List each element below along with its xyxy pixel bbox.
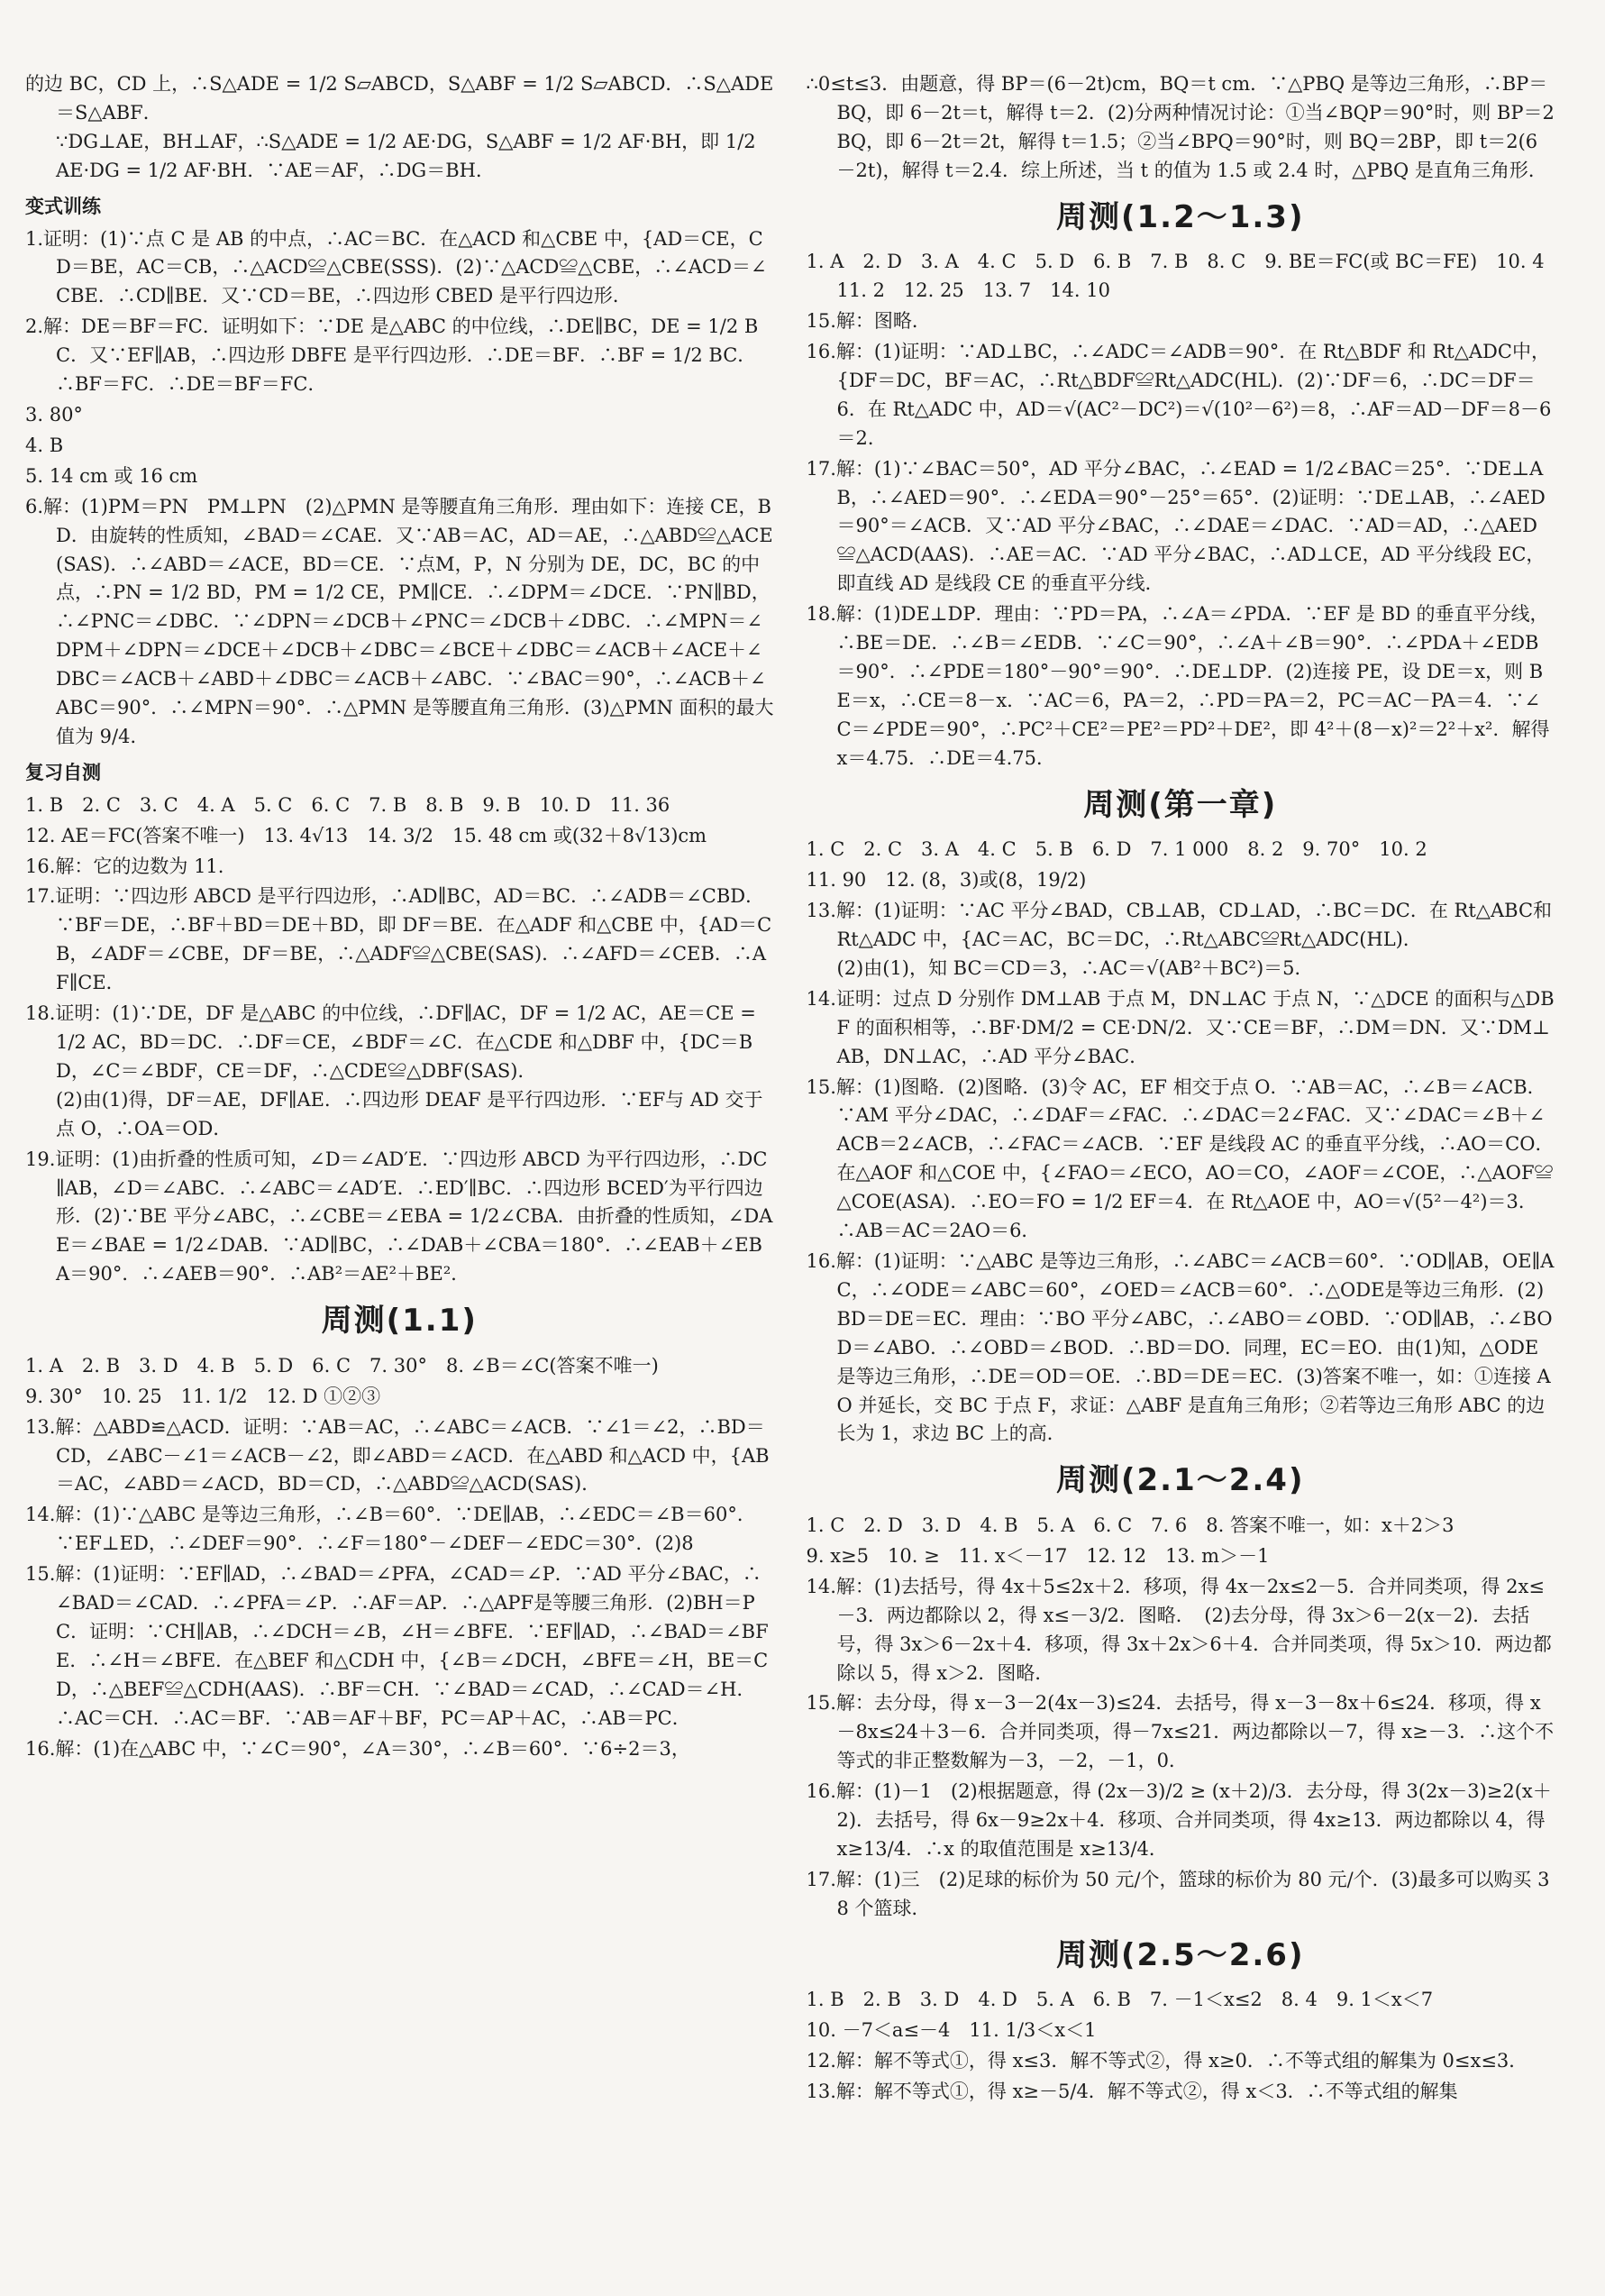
subsection-heading: 变式训练 bbox=[25, 195, 101, 217]
answer-block bbox=[25, 432, 774, 461]
section-title: 周测(2.5～2.6) bbox=[1055, 1936, 1305, 1973]
left-column bbox=[25, 70, 774, 2260]
section-title: 周测(1.2～1.3) bbox=[1055, 198, 1305, 235]
answer-block bbox=[25, 883, 774, 998]
answer-block bbox=[25, 1000, 774, 1144]
answer-line: 15.解：去分母，得 x－3－2(4x－3)≤24．去括号，得 x－3－8x＋6≤24．移项，得 x－8x≤24＋3－6．合并同类项，得－7x≤21．两边都除以－7，得 x≥－3．∴这个不等式的非正整数解为－3，－2，－1，0． bbox=[806, 1692, 1555, 1772]
answer-block bbox=[25, 1383, 774, 1412]
answer-block bbox=[25, 853, 774, 882]
answer-block bbox=[25, 401, 774, 430]
answer-line: 13.解：△ABD≌△ACD．证明：∵AB＝AC，∴∠ABC＝∠ACB．∵∠1＝∠2，∴BD＝CD，∠ABC－∠1＝∠ACB－∠2，即∠ABD＝∠ACD．在△ABD 和△ACD 中，{AB＝AC，∠ABD＝∠ACD，BD＝CD，∴△ABD≌△ACD(SAS)． bbox=[25, 1415, 770, 1496]
answer-line: 4. B bbox=[25, 434, 64, 456]
section-title: 周测(2.1～2.4) bbox=[1055, 1462, 1305, 1499]
answer-block bbox=[807, 70, 1555, 186]
answer-block bbox=[807, 2017, 1555, 2045]
answer-line: 16.解：(1)在△ABC 中，∵∠C＝90°，∠A＝30°，∴∠B＝60°．∵6÷2＝3， bbox=[25, 1737, 690, 1760]
answer-block bbox=[25, 1735, 774, 1764]
answer-line: 1. B 2. C 3. C 4. A 5. C 6. C 7. B 8. B 9. B 10. D 11. 36 bbox=[25, 793, 670, 816]
answer-line: 17.解：(1)三 (2)足球的标价为 50 元/个，篮球的标价为 80 元/个．(3)最多可以购买 38 个篮球． bbox=[806, 1868, 1550, 1919]
answer-block bbox=[807, 1986, 1555, 2015]
answer-block bbox=[807, 455, 1555, 599]
answer-block bbox=[25, 1501, 774, 1559]
answer-line: ∴0≤t≤3．由题意，得 BP＝(6－2t)cm，BQ＝t cm．∵△PBQ 是等边三角形，∴BP＝BQ，即 6－2t＝t，解得 t＝2．(2)分两种情况讨论：①当∠BQP＝90°时，则 BP＝2BQ，即 6－2t＝2t，解得 t＝1.5；②当∠BPQ＝90°时，则 BQ＝2BP，即 t＝2(6－2t)，解得 t＝2.4．综上所述，当 t 的值为 1.5 或 2.4 时，△PBQ 是直角三角形． bbox=[806, 73, 1555, 181]
answer-line: 11. 90 12. (8，3)或(8，19/2) bbox=[806, 869, 1087, 892]
answer-block bbox=[807, 307, 1555, 336]
answer-line: 16.解：(1)证明：∵△ABC 是等边三角形，∴∠ABC＝∠ACB＝60°．∵OD∥AB，OE∥AC，∴∠ODE＝∠ABC＝60°，∠OED＝∠ACB＝60°．∴△ODE是等边三角形．(2)BD＝DE＝EC．理由：∵BO 平分∠ABC，∴∠ABO＝∠OBD．∵OD∥AB，∴∠BOD＝∠ABO．∴∠OBD＝∠BOD．∴BD＝DO．同理，EC＝EO．由(1)知，△ODE 是等边三角形，∴DE＝OD＝OE．∴BD＝DE＝EC．(3)答案不唯一，如：①连接 AO 并延长，交 BC 于点 F，求证：△ABF 是直角三角形；②若等边三角形 ABC 的边长为 1，求边 BC 上的高． bbox=[806, 1249, 1555, 1445]
answer-line: ∵DG⊥AE，BH⊥AF，∴S△ADE = 1/2 AE·DG，S△ABF = 1/2 AF·BH，即 1/2 AE·DG = 1/2 AF·BH．∵AE＝AF，∴DG＝BH． bbox=[56, 130, 756, 181]
answer-block bbox=[806, 248, 1564, 306]
answer-line: 9. x≥5 10. ≥ 11. x＜－17 12. 12 13. m＞－1 bbox=[806, 1544, 1270, 1567]
answer-line: 15.解：(1)证明：∵EF∥AD，∴∠BAD＝∠PFA，∠CAD＝∠P．∵AD 平分∠BAC，∴∠BAD＝∠CAD．∴∠PFA＝∠P．∴AF＝AP．∴△APF是等腰三角形．(2)BH＝PC．证明：∵CH∥AB，∴∠DCH＝∠B，∠H＝∠BFE．∵EF∥AD，∴∠BAD＝∠BFE．∴∠H＝∠BFE．在△BEF 和△CDH 中，{∠B＝∠DCH，∠BFE＝∠H，BE＝CD，∴△BEF≌△CDH(AAS)．∴BF＝CH．∵∠BAD＝∠CAD，∴∠CAD＝∠H．∴AC＝CH．∴AC＝BF．∵AB＝AF＋BF，PC＝AP＋AC，∴AB＝PC． bbox=[25, 1563, 769, 1729]
answer-block bbox=[25, 822, 774, 851]
answer-block bbox=[807, 866, 1555, 895]
answer-block bbox=[807, 338, 1555, 453]
answer-block bbox=[807, 985, 1555, 1072]
answer-line: 1. B 2. B 3. D 4. D 5. A 6. B 7. －1＜x≤2 8. 4 9. 1＜x＜7 bbox=[806, 1989, 1434, 2011]
answer-line: 19.证明：(1)由折叠的性质可知，∠D＝∠AD′E．∵四边形 ABCD 为平行四边形，∴DC∥AB，∠D＝∠ABC．∴∠ABC＝∠AD′E．∴ED′∥BC．∴四边形 BCED′为平行四边形．(2)∵BE 平分∠ABC，∴∠CBE＝∠EBA = 1/2∠CBA．由折叠的性质知，∠DAE＝∠BAE = 1/2∠DAB．∵AD∥BC，∴∠DAB＋∠CBA＝180°．∴∠EAB＋∠EBA＝90°．∴∠AEB＝90°．∴AB²＝AE²＋BE²． bbox=[25, 1148, 773, 1285]
answer-block bbox=[807, 1573, 1555, 1688]
answer-line: 1. A 2. D 3. A 4. C 5. D 6. B 7. B 8. C 9. BE＝FC(或 BC＝FE) 10. 4 11. 2 12. 25 13. 7 14. 10 bbox=[806, 251, 1564, 302]
answer-line: 1. C 2. C 3. A 4. C 5. B 6. D 7. 1 000 8. 2 9. 70° 10. 2 bbox=[806, 838, 1427, 861]
right-column bbox=[806, 70, 1564, 2260]
answer-line: 18.证明：(1)∵DE，DF 是△ABC 的中位线，∴DF∥AC，DF = 1/2 AC，AE＝CE = 1/2 AC，BD＝DC．∴DF＝CE，∠BDF＝∠C．在△CDE 和△DBF 中，{DC＝BD，∠C＝∠BDF，CE＝DF，∴△CDE≌△DBF(SAS)． bbox=[25, 1002, 756, 1082]
answer-line: 16.解：(1)－1 (2)根据题意，得 (2x－3)/2 ≥ (x＋2)/3．去分母，得 3(2x－3)≥2(x＋2)．去括号，得 6x－9≥2x＋4．移项、合并同类项，得 4x≥13．两边都除以 4，得 x≥13/4．∴x 的取值范围是 x≥13/4． bbox=[806, 1780, 1552, 1860]
answer-line: 17.证明：∵四边形 ABCD 是平行四边形，∴AD∥BC，AD＝BC．∴∠ADB＝∠CBD．∵BF＝DE，∴BF＋BD＝DE＋BD，即 DF＝BE．在△ADF 和△CBE 中，{AD＝CB，∠ADF＝∠CBE，DF＝BE，∴△ADF≌△CBE(SAS)．∴∠AFD＝∠CEB．∴AF∥CE． bbox=[25, 885, 772, 994]
answer-block bbox=[807, 1778, 1555, 1864]
answer-block bbox=[807, 600, 1555, 773]
answer-block bbox=[25, 493, 774, 752]
answer-block bbox=[807, 897, 1555, 983]
answer-block bbox=[807, 1248, 1555, 1449]
answer-line: 14.证明：过点 D 分别作 DM⊥AB 于点 M，DN⊥AC 于点 N，∵△DCE 的面积与△DBF 的面积相等，∴BF·DM/2 = CE·DN/2．又∵CE＝BF，∴DM＝DN．又∵DM⊥AB，DN⊥AC，∴AD 平分∠BAC． bbox=[806, 987, 1555, 1067]
answer-line: 13.解：(1)证明：∵AC 平分∠BAD，CB⊥AB，CD⊥AD，∴BC＝DC．在 Rt△ABC和 Rt△ADC 中，{AC＝AC，BC＝DC，∴Rt△ABC≌Rt△ADC(HL)． bbox=[806, 900, 1553, 950]
answer-block bbox=[25, 1146, 774, 1290]
answer-block bbox=[25, 1560, 774, 1733]
answer-line: (2)由(1)得，DF＝AE，DF∥AE．∴四边形 DEAF 是平行四边形．∵EF与 AD 交于点 O，∴OA＝OD． bbox=[56, 1088, 763, 1139]
answer-line: 15.解：(1)图略．(2)图略．(3)令 AC，EF 相交于点 O．∵AB＝AC，∴∠B＝∠ACB．∵AM 平分∠DAC，∴∠DAF＝∠FAC．∴∠DAC＝2∠FAC．又∵∠DAC＝∠B＋∠ACB＝2∠ACB，∴∠FAC＝∠ACB．∵EF 是线段 AC 的垂直平分线，∴AO＝CO．在△AOF 和△COE 中，{∠FAO＝∠ECO，AO＝CO，∠AOF＝∠COE，∴△AOF≌△COE(ASA)．∴EO＝FO = 1/2 EF＝4．在 Rt△AOE 中，AO＝√(5²－4²)＝3．∴AB＝AC＝2AO＝6． bbox=[806, 1075, 1555, 1242]
answer-block bbox=[25, 1413, 774, 1500]
answer-line: 1. A 2. B 3. D 4. B 5. D 6. C 7. 30° 8. ∠B＝∠C(答案不唯一) bbox=[25, 1354, 659, 1377]
answer-block bbox=[25, 70, 774, 186]
answer-block bbox=[807, 2078, 1555, 2107]
answer-line: 6.解：(1)PM＝PN PM⊥PN (2)△PMN 是等腰直角三角形．理由如下：连接 CE，BD．由旋转的性质知，∠BAD＝∠CAE．又∵AB＝AC，AD＝AE，∴△ABD≌△ACE(SAS)．∴∠ABD＝∠ACE，BD＝CE．∵点M，P，N 分别为 DE，DC，BC 的中点，∴PN = 1/2 BD，PM = 1/2 CE，PM∥CE．∴∠DPM＝∠DCE．∵PN∥BD，∴∠PNC＝∠DBC．∵∠DPN＝∠DCB＋∠PNC＝∠DCB＋∠DBC．∴∠MPN＝∠DPM＋∠DPN＝∠DCE＋∠DCB＋∠DBC＝∠BCE＋∠DBC＝∠ACB＋∠ACE＋∠DBC＝∠ACB＋∠ABD＋∠DBC＝∠ACB＋∠ABC．∵∠BAC＝90°，∴∠ACB＋∠ABC＝90°．∴∠MPN＝90°．∴△PMN 是等腰直角三角形．(3)△PMN 面积的最大值为 9/4． bbox=[25, 495, 774, 747]
answer-line: 15.解：图略． bbox=[806, 310, 931, 333]
subsection-heading: 复习自测 bbox=[25, 761, 101, 783]
answer-line: 16.解：它的边数为 11. bbox=[25, 855, 224, 877]
two-column-layout bbox=[25, 70, 1564, 2260]
answer-line: 16.解：(1)证明：∵AD⊥BC，∴∠ADC＝∠ADB＝90°．在 Rt△BDF 和 Rt△ADC中，{DF＝DC，BF＝AC，∴Rt△BDF≌Rt△ADC(HL)．(2)∵DF＝6，∴DC＝DF＝6．在 Rt△ADC 中，AD＝√(AC²－DC²)＝√(10²－6²)＝8，∴AF＝AD－DF＝8－6＝2． bbox=[806, 341, 1552, 449]
answer-block bbox=[25, 462, 774, 491]
answer-line: 3. 80° bbox=[25, 403, 83, 425]
answer-line: 17.解：(1)∵∠BAC＝50°，AD 平分∠BAC，∴∠EAD = 1/2∠BAC＝25°．∵DE⊥AB，∴∠AED＝90°．∴∠EDA＝90°－25°＝65°．(2)证明：∵DE⊥AB，∴∠AED＝90°＝∠ACB．又∵AD 平分∠BAC，∴∠DAE＝∠DAC．∵AD＝AD，∴△AED≌△ACD(AAS)．∴AE＝AC．∵AD 平分∠BAC，∴AD⊥CE，AD 平分线段 EC，即直线 AD 是线段 CE 的垂直平分线． bbox=[806, 457, 1546, 595]
section-title: 周测(第一章) bbox=[1083, 786, 1278, 823]
answer-line: 5. 14 cm 或 16 cm bbox=[25, 464, 198, 487]
section-title: 周测(1.1) bbox=[321, 1303, 478, 1340]
answer-block bbox=[25, 1352, 774, 1381]
answer-block bbox=[807, 1689, 1555, 1776]
answer-block bbox=[25, 791, 774, 820]
answer-block bbox=[807, 2047, 1555, 2076]
answer-line: 14.解：(1)去括号，得 4x＋5≤2x＋2．移项，得 4x－2x≤2－5．合并同类项，得 2x≤－3．两边都除以 2，得 x≤－3/2．图略． (2)去分母，得 3x＞6－2(x－2)．去括号，得 3x＞6－2x＋4．移项，得 3x＋2x＞6＋4．合并同类项，得 5x＞10．两边都除以 5，得 x＞2．图略． bbox=[806, 1575, 1552, 1684]
answer-block bbox=[807, 1866, 1555, 1924]
answer-block bbox=[807, 1074, 1555, 1246]
answer-line: 1. C 2. D 3. D 4. B 5. A 6. C 7. 6 8. 答案不唯一，如：x＋2＞3 bbox=[806, 1514, 1455, 1536]
answer-line: 1.证明：(1)∵点 C 是 AB 的中点，∴AC＝BC．在△ACD 和△CBE 中，{AD＝CE，CD＝BE，AC＝CB，∴△ACD≌△CBE(SSS)．(2)∵△ACD≌△CBE，∴∠ACD＝∠CBE．∴CD∥BE．又∵CD＝BE，∴四边形 CBED 是平行四边形． bbox=[25, 227, 767, 307]
answer-block bbox=[807, 1542, 1555, 1571]
answer-line: 13.解：解不等式①，得 x≥－5/4．解不等式②，得 x＜3．∴不等式组的解集 bbox=[806, 2081, 1458, 2103]
answer-line: (2)由(1)，知 BC＝CD＝3，∴AC＝√(AB²＋BC²)＝5． bbox=[836, 956, 1314, 979]
answer-block bbox=[807, 836, 1555, 864]
answer-block bbox=[25, 225, 774, 312]
answer-block bbox=[807, 1512, 1555, 1541]
answer-line: 2.解：DE＝BF＝FC．证明如下：∵DE 是△ABC 的中位线，∴DE∥BC，DE = 1/2 BC．又∵EF∥AB，∴四边形 DBFE 是平行四边形．∴DE＝BF．∴BF = 1/2 BC．∴BF＝FC．∴DE＝BF＝FC． bbox=[25, 316, 759, 396]
answer-line: 10. －7＜a≤－4 11. 1/3＜x＜1 bbox=[806, 2019, 1097, 2042]
answer-line: 14.解：(1)∵△ABC 是等边三角形，∴∠B＝60°．∵DE∥AB，∴∠EDC＝∠B＝60°．∵EF⊥ED，∴∠DEF＝90°．∴∠F＝180°－∠DEF－∠EDC＝30°．(2)8 bbox=[25, 1504, 756, 1555]
answer-block bbox=[25, 313, 774, 399]
answer-line: 12. AE＝FC(答案不唯一) 13. 4√13 14. 3/2 15. 48 cm 或(32＋8√13)cm bbox=[25, 824, 707, 846]
answer-line: 12.解：解不等式①，得 x≤3．解不等式②，得 x≥0．∴不等式组的解集为 0≤x≤3． bbox=[806, 2050, 1528, 2072]
answer-line: 18.解：(1)DE⊥DP．理由：∵PD＝PA，∴∠A＝∠PDA．∵EF 是 BD 的垂直平分线，∴BE＝DE．∴∠B＝∠EDB．∵∠C＝90°，∴∠A＋∠B＝90°．∴∠PDA＋∠EDB＝90°．∴∠PDE＝180°－90°＝90°．∴DE⊥DP．(2)连接 PE，设 DE＝x，则 BE＝x，∴CE＝8－x．∵AC＝6，PA＝2，∴PD＝PA＝2，PC＝AC－PA＝4．∵∠C＝∠PDE＝90°，∴PC²＋CE²＝PE²＝PD²＋DE²，即 4²＋(8－x)²＝2²＋x²．解得 x＝4.75．∴DE＝4.75． bbox=[806, 603, 1550, 769]
answer-line: 9. 30° 10. 25 11. 1/2 12. D ①②③ bbox=[25, 1385, 381, 1407]
answer-line: 的边 BC，CD 上，∴S△ADE = 1/2 S▱ABCD，S△ABF = 1/2 S▱ABCD．∴S△ADE＝S△ABF． bbox=[25, 73, 774, 123]
